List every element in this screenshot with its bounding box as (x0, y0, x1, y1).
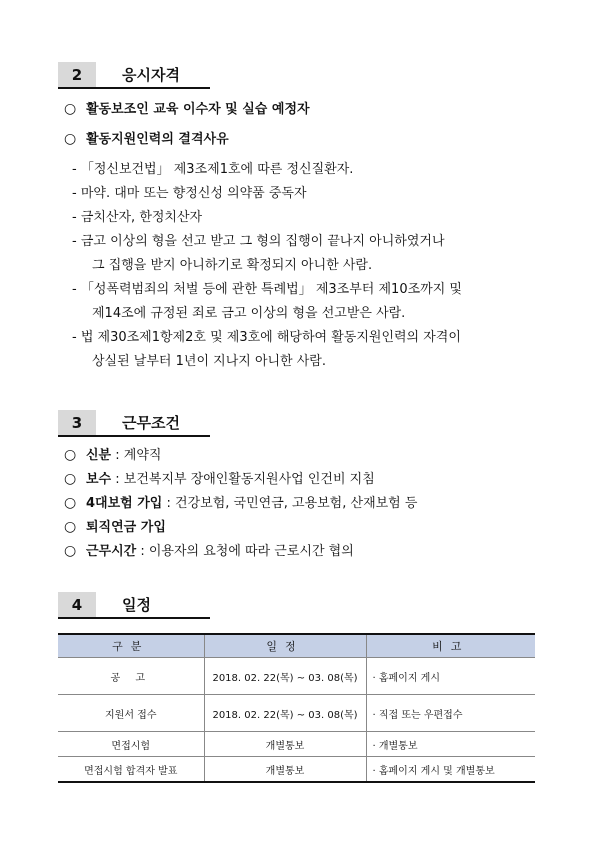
circle-bullet-icon: ○ (64, 471, 77, 487)
table-cell: · 개별통보 (366, 732, 535, 757)
table-cell: 개별통보 (204, 757, 366, 783)
disqualification-item-continued: 제14조에 규정된 죄로 금고 이상의 형을 선고받은 사람. (92, 306, 406, 321)
condition-value: : 이용자의 요청에 따라 근로시간 협의 (136, 544, 354, 559)
disqualification-bullet (64, 130, 229, 149)
condition-label: 보수 (86, 472, 112, 487)
section-2-heading (58, 62, 210, 89)
section-number: 3 (58, 410, 96, 437)
disqualification-item: - 금고 이상의 형을 선고 받고 그 형의 집행이 끝나지 아니하였거나 (72, 234, 445, 249)
condition-label: 4대보험 가입 (86, 496, 163, 511)
circle-bullet-icon: ○ (64, 543, 77, 559)
condition-value: : 보건복지부 장애인활동지원사업 인건비 지침 (111, 472, 375, 487)
condition-value: : 계약직 (111, 448, 162, 463)
condition-item (64, 518, 166, 537)
table-cell: · 직접 또는 우편접수 (366, 695, 535, 732)
disqualification-item-continued: 그 집행을 받지 아니하기로 확정되지 아니한 사람. (92, 258, 373, 273)
circle-bullet-icon: ○ (64, 131, 77, 147)
table-row (58, 658, 535, 695)
disqualification-item: - 「정신보건법」 제3조제1호에 따른 정신질환자. (72, 162, 354, 177)
table-cell: 지원서 접수 (58, 695, 204, 732)
table-row (58, 757, 535, 783)
section-title: 근무조건 (96, 410, 210, 437)
table-cell: 2018. 02. 22(목) ~ 03. 08(목) (204, 695, 366, 732)
table-row (58, 695, 535, 732)
table-row (58, 732, 535, 757)
condition-label: 근무시간 (86, 544, 137, 559)
column-header: 구분 (58, 634, 204, 658)
bullet-text: 활동지원인력의 결격사유 (86, 132, 229, 147)
bullet-text: 활동보조인 교육 이수자 및 실습 예정자 (86, 102, 310, 117)
table-cell: 공 고 (58, 658, 204, 695)
disqualification-item: - 금치산자, 한정치산자 (72, 210, 203, 225)
disqualification-item-continued: 상실된 날부터 1년이 지나지 아니한 사람. (92, 354, 326, 369)
schedule-table (58, 633, 535, 783)
condition-item (64, 542, 354, 561)
column-header: 일정 (204, 634, 366, 658)
disqualification-item: - 법 제30조제1항제2호 및 제3호에 해당하여 활동지원인력의 자격이 (72, 330, 461, 345)
qualification-bullet (64, 100, 310, 119)
condition-label: 신분 (86, 448, 112, 463)
table-cell: · 홈페이지 게시 및 개별통보 (366, 757, 535, 783)
circle-bullet-icon: ○ (64, 101, 77, 117)
circle-bullet-icon: ○ (64, 519, 77, 535)
section-number: 2 (58, 62, 96, 89)
column-header: 비고 (366, 634, 535, 658)
table-cell: · 홈페이지 게시 (366, 658, 535, 695)
section-number: 4 (58, 592, 96, 619)
section-4-heading (58, 592, 210, 619)
section-title: 일정 (96, 592, 210, 619)
table-cell: 면접시험 합격자 발표 (58, 757, 204, 783)
table-cell: 2018. 02. 22(목) ~ 03. 08(목) (204, 658, 366, 695)
table-cell: 개별통보 (204, 732, 366, 757)
condition-item (64, 494, 417, 513)
table-cell: 면접시험 (58, 732, 204, 757)
condition-item (64, 446, 161, 465)
disqualification-item: - 「성폭력범죄의 처벌 등에 관한 특례법」 제3조부터 제10조까지 및 (72, 282, 462, 297)
section-3-heading (58, 410, 210, 437)
condition-item (64, 470, 375, 489)
disqualification-item: - 마약. 대마 또는 향정신성 의약품 중독자 (72, 186, 307, 201)
circle-bullet-icon: ○ (64, 447, 77, 463)
circle-bullet-icon: ○ (64, 495, 77, 511)
section-title: 응시자격 (96, 62, 210, 89)
condition-label: 퇴직연금 가입 (86, 520, 166, 535)
condition-value: : 건강보험, 국민연금, 고용보험, 산재보험 등 (162, 496, 418, 511)
